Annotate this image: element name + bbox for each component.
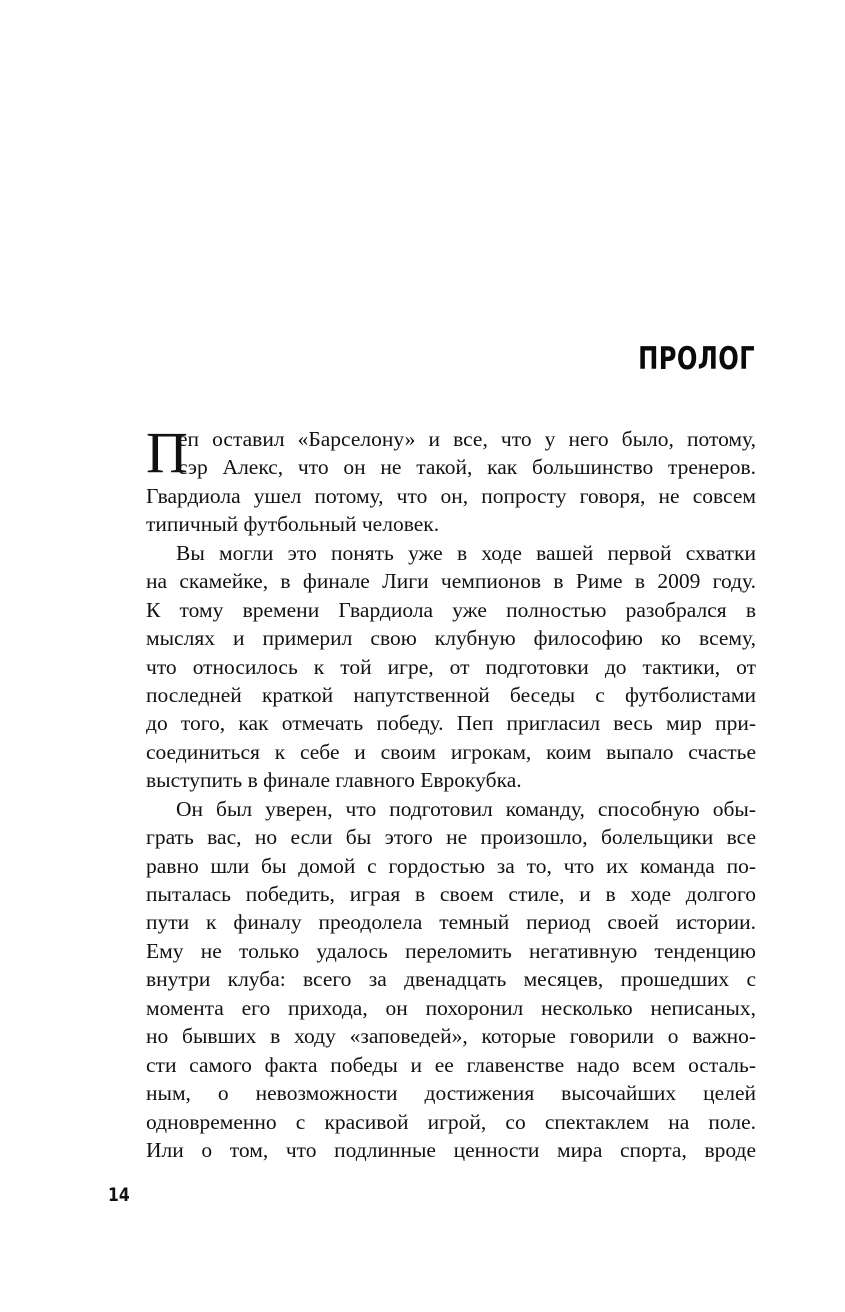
page-number: 14 bbox=[108, 1184, 130, 1206]
text-line: пути к финалу преодолела темный период своей истории. bbox=[146, 910, 756, 935]
text-line: грать вас, но если бы этого не произошло, болельщики все bbox=[146, 825, 756, 850]
text-line: Гвардиола ушел потому, что он, попросту говоря, не совсем bbox=[146, 483, 756, 508]
text-line: внутри клуба: всего за двенадцать месяцев, прошедших с bbox=[146, 967, 756, 992]
text-line: момента его прихода, он похоронил несколько неписаных, bbox=[146, 995, 756, 1020]
text-line: еп оставил «Барселону» и все, что у него было, потому, bbox=[178, 427, 756, 451]
text-line: сти самого факта победы и ее главенстве надо всем осталь- bbox=[146, 1052, 756, 1077]
text-line: но бывших в ходу «заповедей», которые говорили о важно- bbox=[146, 1024, 756, 1049]
text-line: мыслях и примерил свою клубную философию ко всему, bbox=[146, 626, 756, 651]
text-line: равно шли бы домой с гордостью за то, что их команда по- bbox=[146, 853, 756, 878]
text-line: до того, как отмечать победу. Пеп пригласил весь мир при- bbox=[146, 711, 756, 736]
text-line: на скамейке, в финале Лиги чемпионов в Риме в 2009 году. bbox=[146, 569, 756, 594]
text-line: выступить в финале главного Еврокубка. bbox=[146, 768, 522, 793]
chapter-title: ПРОЛОГ bbox=[638, 341, 755, 377]
text-line: последней краткой напутственной беседы с футболистами bbox=[146, 682, 756, 707]
text-line: Ему не только удалось переломить негативную тенденцию bbox=[146, 938, 756, 963]
text-line: пыталась победить, играя в своем стиле, и в ходе долгого bbox=[146, 882, 756, 906]
drop-cap: П bbox=[146, 420, 188, 485]
text-line: типичный футбольный человек. bbox=[146, 512, 440, 537]
text-line: Вы могли это понять уже в ходе вашей первой схватки bbox=[176, 540, 756, 565]
text-line: Или о том, что подлинные ценности мира спорта, вроде bbox=[146, 1137, 756, 1162]
body-text bbox=[146, 420, 756, 1164]
text-line: К тому времени Гвардиола уже полностью разобрался в bbox=[146, 597, 756, 622]
text-line: Он был уверен, что подготовил команду, способную обы- bbox=[176, 796, 756, 821]
text-line: сэр Алекс, что он не такой, как большинство тренеров. bbox=[178, 455, 756, 480]
text-line: соединиться к себе и своим игрокам, коим выпало счастье bbox=[146, 739, 756, 764]
text-line: одновременно с красивой игрой, со спектаклем на поле. bbox=[146, 1109, 756, 1134]
text-line: что относилось к той игре, от подготовки до тактики, от bbox=[146, 654, 756, 679]
text-line: ным, о невозможности достижения высочайших целей bbox=[146, 1081, 756, 1106]
